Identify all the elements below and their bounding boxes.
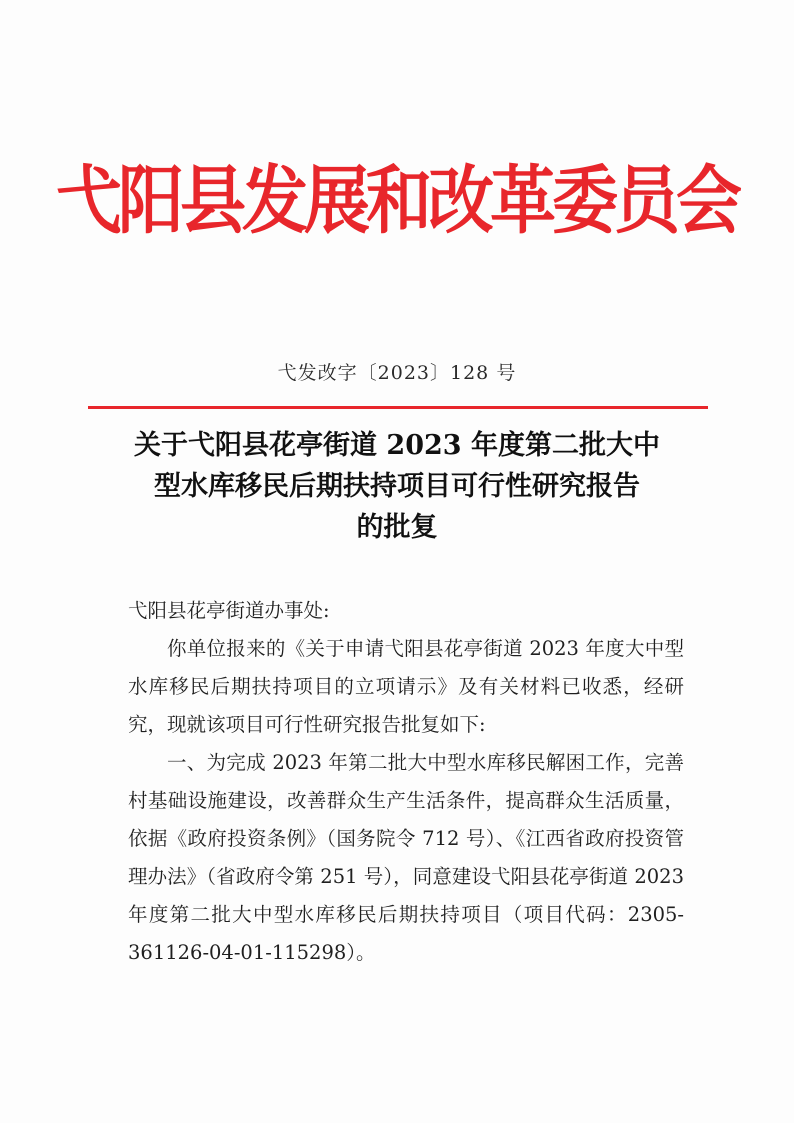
- title-line-1: 关于弋阳县花亭街道 2023 年度第二批大中: [134, 430, 660, 461]
- document-title: [110, 425, 684, 548]
- document-body: [128, 592, 684, 972]
- paragraph-item-1: 一、为完成 2023 年第二批大中型水库移民解困工作，完善村基础设施建设，改善群众生产生活条件，提高群众生活质量，依据《政府投资条例》（国务院令 712 号）、《江西省政府投资管理办法》（省政府令第 251 号），同意建设弋阳县花亭街道 2023 年度第二批大中型水库移民后期扶持项目（项目代码：2305-361126-04-01-115298）。: [128, 751, 684, 964]
- title-line-2: 型水库移民后期扶持项目可行性研究报告: [154, 471, 640, 502]
- addressee: 弋阳县花亭街道办事处:: [128, 599, 330, 622]
- paragraph-intro: 你单位报来的《关于申请弋阳县花亭街道 2023 年度大中型水库移民后期扶持项目的立项请示》及有关材料已收悉，经研究，现就该项目可行性研究报告批复如下:: [128, 637, 684, 736]
- organization-header: 弋阳县发展和改革委员会: [56, 156, 738, 245]
- red-divider-line: [88, 406, 708, 409]
- document-number: 弋发改字〔2023〕128 号: [277, 362, 517, 384]
- title-line-3: 的批复: [356, 512, 438, 543]
